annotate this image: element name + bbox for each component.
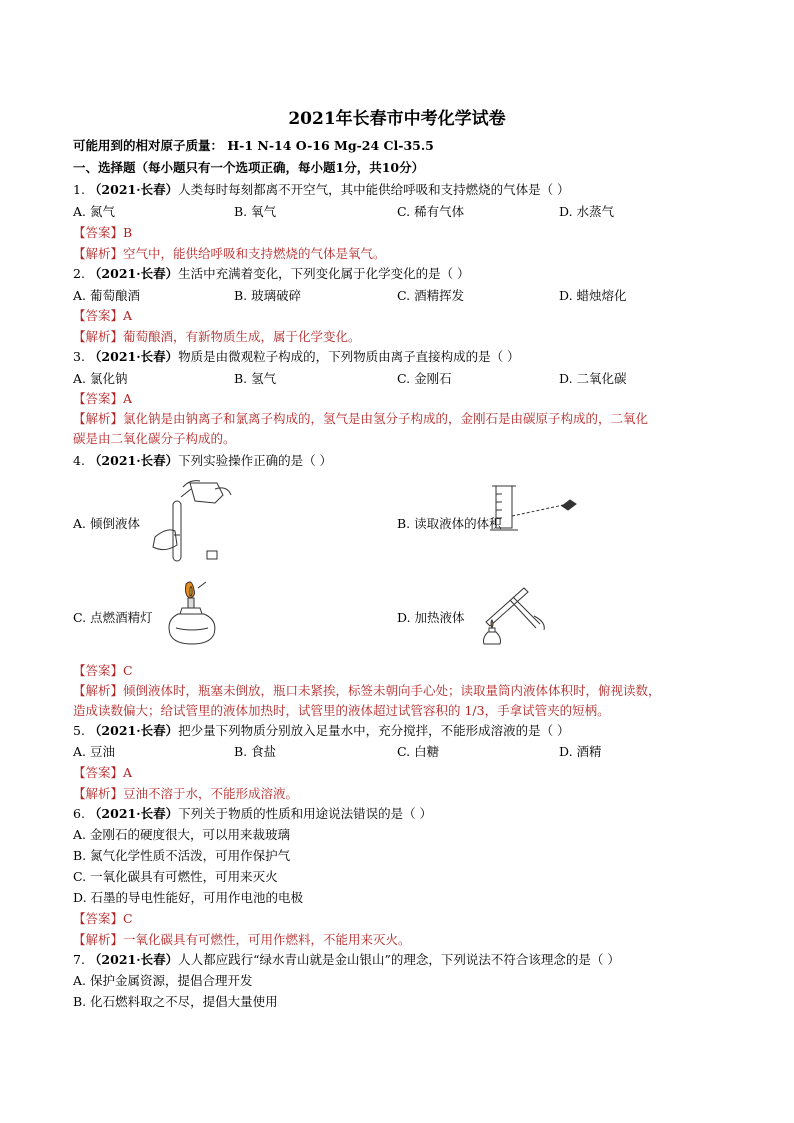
- question-1: [73, 181, 570, 199]
- analysis-text: 氯化钠是由钠离子和氯离子构成的，氢气是由氢分子构成的，金刚石是由碳原子构成的，二氧化: [123, 411, 649, 426]
- question-stem: 人类每时每刻都离不开空气，其中能供给呼吸和支持燃烧的气体是（ ）: [178, 182, 570, 197]
- analysis-tag: 【解析】: [73, 329, 124, 344]
- option-a: A. 氯化钠: [73, 371, 128, 386]
- option-b: B. 读取液体的体积: [397, 516, 502, 531]
- question-stem: 把少量下列物质分别放入足量水中，充分搅拌，不能形成溶液的是（ ）: [178, 723, 570, 738]
- option-a: A. 保护金属资源，提倡合理开发: [73, 973, 253, 988]
- question-number: 5.: [73, 723, 85, 738]
- answer-tag: 【答案】: [73, 663, 124, 678]
- analysis-3: [73, 410, 648, 428]
- question-source: （2021·长春）: [88, 806, 179, 821]
- option-b: B. 化石燃料取之不尽，提倡大量使用: [73, 994, 278, 1009]
- answer-tag: 【答案】: [73, 391, 124, 406]
- analysis-2: [73, 328, 361, 346]
- analysis-text: 一氧化碳具有可燃性，可用作燃料，不能用来灭火。: [123, 932, 411, 947]
- option-a: A. 豆油: [73, 744, 115, 759]
- question-2: [73, 265, 470, 283]
- question-6: [73, 805, 432, 823]
- option-c: C. 一氧化碳具有可燃性，可用来灭火: [73, 869, 278, 884]
- analysis-3-cont: 碳是由二氧化碳分子构成的。: [73, 431, 236, 446]
- question-source: （2021·长春）: [88, 182, 179, 197]
- question-number: 2.: [73, 266, 85, 281]
- question-3: [73, 348, 520, 366]
- analysis-tag: 【解析】: [73, 411, 124, 426]
- answer-4: [73, 662, 133, 680]
- option-c: C. 酒精挥发: [397, 288, 465, 303]
- option-a: A. 氮气: [73, 204, 115, 219]
- question-stem: 下列实验操作正确的是（ ）: [178, 453, 333, 468]
- answer-6: [73, 910, 133, 928]
- answer-tag: 【答案】: [73, 911, 124, 926]
- option-c: C. 金刚石: [397, 371, 452, 386]
- option-b: B. 氢气: [234, 371, 277, 386]
- answer-value: B: [123, 225, 133, 240]
- question-number: 1.: [73, 182, 85, 197]
- analysis-tag: 【解析】: [73, 683, 124, 698]
- answer-1: [73, 224, 132, 242]
- question-source: （2021·长春）: [88, 349, 179, 364]
- pouring-liquid-figure: [145, 475, 235, 565]
- option-b: B. 氧气: [234, 204, 277, 219]
- analysis-4: [73, 682, 661, 700]
- analysis-tag: 【解析】: [73, 932, 124, 947]
- option-b: B. 食盐: [234, 744, 277, 759]
- answer-value: A: [123, 391, 133, 406]
- question-source: （2021·长春）: [88, 952, 179, 967]
- answer-5: [73, 764, 132, 782]
- answer-3: [73, 390, 132, 408]
- answer-value: A: [123, 308, 133, 323]
- page-title: 2021年长春市中考化学试卷: [288, 109, 506, 129]
- option-a: A. 倾倒液体: [73, 516, 140, 531]
- analysis-1: [73, 245, 386, 263]
- option-d: D. 水蒸气: [559, 204, 615, 219]
- option-b: B. 氮气化学性质不活泼，可用作保护气: [73, 848, 291, 863]
- question-4: [73, 452, 332, 470]
- alcohol-lamp-figure: [162, 580, 222, 648]
- atomic-masses: 可能用到的相对原子质量： H-1 N-14 O-16 Mg-24 Cl-35.5: [73, 138, 434, 153]
- question-stem: 下列关于物质的性质和用途说法错误的是（ ）: [178, 806, 433, 821]
- option-c: C. 白糖: [397, 744, 440, 759]
- option-d: D. 石墨的导电性能好，可用作电池的电极: [73, 890, 304, 905]
- question-7: [73, 951, 620, 969]
- analysis-text: 豆油不溶于水，不能形成溶液。: [123, 786, 299, 801]
- question-source: （2021·长春）: [88, 723, 179, 738]
- answer-tag: 【答案】: [73, 765, 124, 780]
- answer-value: A: [123, 765, 133, 780]
- question-number: 7.: [73, 952, 85, 967]
- analysis-4-cont: 造成读数偏大；给试管里的液体加热时，试管里的液体超过试管容积的 1/3，手拿试管夹的短柄。: [73, 703, 610, 718]
- question-5: [73, 722, 570, 740]
- question-number: 3.: [73, 349, 85, 364]
- question-source: （2021·长春）: [88, 266, 179, 281]
- question-stem: 物质是由微观粒子构成的，下列物质由离子直接构成的是（ ）: [178, 349, 520, 364]
- option-a: A. 金刚石的硬度很大，可以用来裁玻璃: [73, 827, 290, 842]
- option-c: C. 稀有气体: [397, 204, 465, 219]
- question-number: 4.: [73, 453, 85, 468]
- option-b: B. 玻璃破碎: [234, 288, 302, 303]
- analysis-text: 倾倒液体时，瓶塞未倒放，瓶口未紧挨，标签未朝向手心处；读取量筒内液体体积时，俯视读数，: [123, 683, 661, 698]
- heating-liquid-figure: [472, 582, 552, 648]
- option-d: D. 二氧化碳: [559, 371, 627, 386]
- option-c: C. 点燃酒精灯: [73, 610, 153, 625]
- answer-tag: 【答案】: [73, 308, 124, 323]
- question-source: （2021·长春）: [88, 453, 179, 468]
- option-d: D. 加热液体: [397, 610, 465, 625]
- analysis-tag: 【解析】: [73, 246, 124, 261]
- analysis-6: [73, 931, 411, 949]
- question-stem: 生活中充满着变化，下列变化属于化学变化的是（ ）: [178, 266, 470, 281]
- analysis-text: 空气中，能供给呼吸和支持燃烧的气体是氧气。: [123, 246, 386, 261]
- question-stem: 人人都应践行“绿水青山就是金山银山”的理念，下列说法不符合该理念的是（ ）: [178, 952, 620, 967]
- option-a: A. 葡萄酿酒: [73, 288, 140, 303]
- analysis-5: [73, 785, 298, 803]
- option-d: D. 酒精: [559, 744, 602, 759]
- analysis-tag: 【解析】: [73, 786, 124, 801]
- option-d: D. 蜡烛熔化: [559, 288, 627, 303]
- graduated-cylinder-figure: [488, 482, 588, 532]
- answer-2: [73, 307, 132, 325]
- question-number: 6.: [73, 806, 85, 821]
- analysis-text: 葡萄酿酒，有新物质生成，属于化学变化。: [123, 329, 361, 344]
- section-heading: 一、选择题（每小题只有一个选项正确，每小题1分，共10分）: [73, 160, 425, 175]
- answer-value: C: [123, 663, 133, 678]
- answer-tag: 【答案】: [73, 225, 124, 240]
- answer-value: C: [123, 911, 133, 926]
